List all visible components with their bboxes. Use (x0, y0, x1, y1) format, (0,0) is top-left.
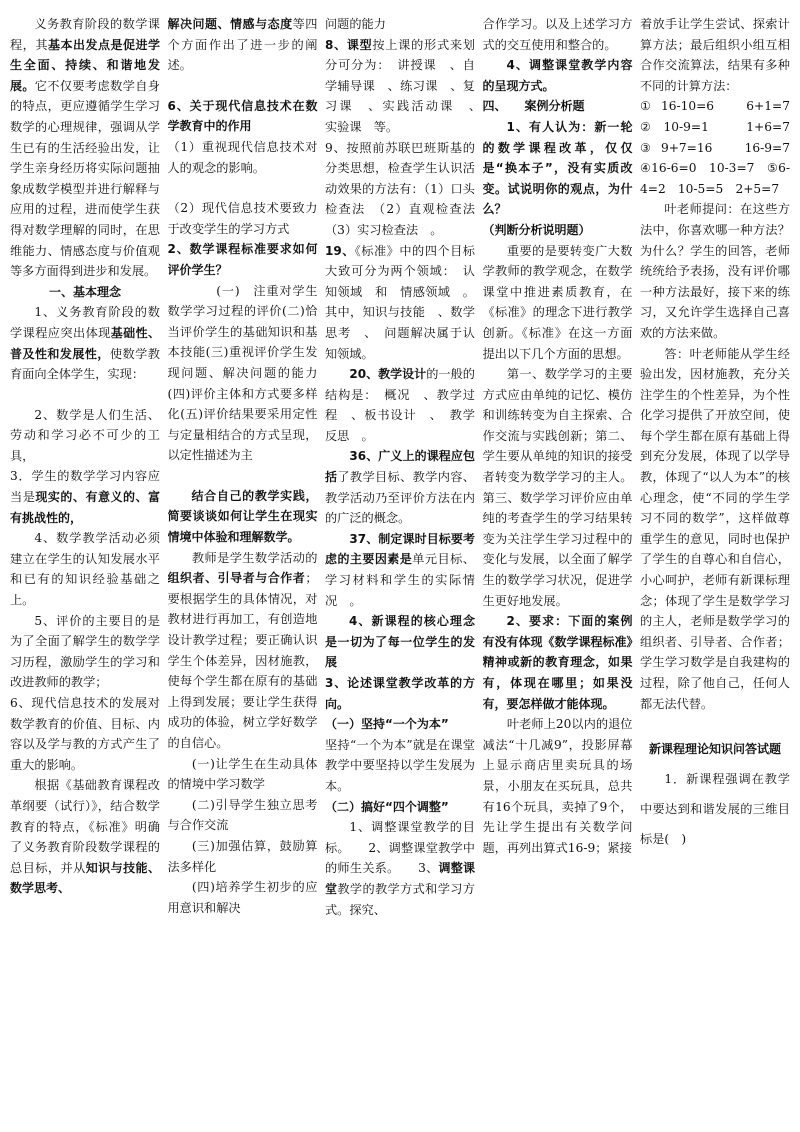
paragraph: 37、制定课时目标要考虑的主要因素是单元目标、学习材料和学生的实际情况 。 (325, 531, 475, 608)
section-heading: （二）搞好“四个调整” (325, 799, 449, 814)
list-item: (一)让学生在生动具体的情境中学习数学 (167, 756, 318, 792)
paragraph: 解决问题、情感与态度等四个方面作出了进一步的阐述。 (167, 17, 318, 73)
paragraph: (一) 注重对学生数学学习过程的评价(二)恰当评价学生的基础知识和基本技能(三)重视评价学生发现问题、解决问题的能力 (四)评价主体和方式要多样化(五)评价结果要采用定性与定量相结合的方式呈现，以定性描述为主 (167, 283, 318, 463)
column-1 (10, 14, 160, 1122)
list-item: (四)培养学生初步的应用意识和解决 (167, 880, 318, 915)
paragraph: 1．新课程强调在教学中要达到和谐发展的三维目标是( ) (640, 772, 790, 847)
paragraph: 第一、数学学习的主要方式应由单纯的记忆、模仿和训练转变为自主探索、合作交流与实践创新；第二、学生要从单纯的知识的接受者转变为数学学习的主人。第三、数学学习评价应由单纯的考查学生的学习结果转变为关注学生学习过程中的变化与发展，以全面了解学生的数学学习状况，促进学生更好地发展。 (482, 367, 633, 608)
paragraph: 教师是学生数学活动的组织者、引导者与合作者；要根据学生的具体情况，对教材进行再加工，有创造地设计教学过程；要正确认识学生个体差异，因材施教，使每个学生都在原有的基础上得到发展；要让学生获得成功的体验，树立学好数学的自信心。 (167, 550, 318, 750)
paragraph: 答：叶老师能从学生经验出发，因材施教，充分关注学生的个性差异，为个性化学习提供了开放空间，使每个学生都在原有基础上得到充分发展，体现了以学导教，体现了“以人为本”的核心理念，使“不同的学生学习不同的数学”，这样做尊重学生的意见，同时也保护了学生的自尊心和自信心，小心呵护，老师有新课标理念；体现了学生是数学学习的主人，老师是数学学习的组织者、引导者、合作者；学生学习数学是自我建构的过程，除了他自己，任何人都无法代替。 (640, 346, 790, 711)
paragraph: 问题的能力 (325, 17, 386, 31)
section-heading: 2、要求：下面的案例有没有体现《数学课程标准》精神或新的教育理念，如果有，体现在哪里；如果没有，要怎样做才能体现。 (482, 614, 633, 711)
section-heading: 4、新课程的核心理念是一切为了每一位学生的发展 (325, 614, 475, 670)
paragraph: 叶老师上20以内的退位减法“十几减9”，投影屏幕上显示商店里卖玩具的场景，小朋友在买玩具，总共有16个玩具，卖掉了9个，先让学生提出有关数学问题，再列出算式16-9；紧接 (482, 717, 633, 855)
paragraph: 重要的是要转变广大数学教师的教学观念，在数学课堂中推进素质教育，在《标准》的理念下进行教学创新。《标准》在这一方面提出以下几个方面的思想。 (482, 243, 633, 361)
section-heading: （判断分析说明题） (482, 222, 591, 237)
section-heading: 新课程理论知识问答试题 (648, 742, 781, 757)
paragraph: 9、按照前苏联巴班斯基的分类思想，检查学生认识活动效果的方法有：（1）口头检查法 （2）直观检查法 （3）实习检查法 。 (325, 140, 475, 237)
column-2 (168, 14, 318, 1122)
section-heading: （一）坚持“一个为本” (325, 717, 449, 732)
paragraph: 5、评价的主要目的是为了全面了解学生的数学学习历程，激励学生的学习和改进教师的教学； (10, 613, 160, 690)
column-3 (325, 14, 475, 1122)
section-heading: 2、数学课程标准要求如何评价学生？ (167, 242, 318, 277)
paragraph: 8、课型按上课的形式来划分可分为： 讲授课 、自学辅导课 、练习课 、复习课 、实践活动课 、 实验课 等。 (325, 37, 475, 134)
paragraph: 义务教育阶段的数学课程，其基本出发点是促进学生全面、持续、和谐地发展。它不仅要考虑数学自身的特点，更应遵循学生学习数学的心理规律，强调从学生已有的生活经验出发，让学生亲身经历将实际问题抽象成数学模型并进行解释与应用的过程，进而使学生获得对数学理解的同时，在思维能力、情感态度与价值观等多方面得到进步和发展。 (10, 17, 160, 279)
paragraph: 1、义务教育阶段的数学课程应突出体现基础性、普及性和发展性，使数学教育面向全体学生，实现： (10, 305, 160, 382)
paragraph: 19、《标准》中的四个目标大致可分为两个领域： 认知领域 和 情感领域 。其中，知识与技能 、数学思考 、 问题解决属于认知领域。 (325, 243, 475, 361)
paragraph: 6、现代信息技术的发展对数学教育的价值、目标、内容以及学与教的方式产生了重大的影响。 (10, 696, 160, 772)
column-5 (640, 14, 790, 1122)
section-heading: 四、 案例分析题 (482, 99, 585, 114)
paragraph: 根据《基础教育课程改革纲要（试行）》，结合数学教育的特点，《标准》明确了义务教育阶段数学课程的总目标，并从知识与技能、数学思考、 (10, 778, 160, 896)
list-item: (二)引导学生独立思考与合作交流 (167, 797, 318, 833)
paragraph: 叶老师提问：在这些方法中，你喜欢哪一种方法？为什么？学生的回答，老师统统给予表扬，没有评价哪一种方法最好，接下来的练习，又允许学生选择自己喜欢的方法来做。 (640, 202, 790, 340)
paragraph: 1、调整课堂教学的目标。 2、调整课堂教学中的师生关系。 3、调整课堂教学的教学方式和学习方式。探究、 (325, 820, 475, 917)
paragraph: 着放手让学生尝试、探索计算方法；最后组织小组互相合作交流算法，结果有多种不同的计算方法： (640, 17, 790, 93)
section-heading: 1、有人认为：新一轮的数学课程改革，仅仅是“换本子”，没有实质改变。试说明你的观点，为什么？ (482, 119, 633, 217)
paragraph: ①16-10=6 6+1=7 ②10-9=1 1+6=7 ③9+7=16 16-9=7 ④16-6=0 10-3=7 ⑤6-4=2 10-5=5 2+5=7 (640, 99, 790, 196)
list-item: (三)加强估算，鼓励算法多样化 (167, 838, 318, 874)
paragraph: 36、广义上的课程应包括了教学目标、教学内容、教学活动乃至评价方法在内 的广泛的概念。 (325, 449, 475, 526)
column-4 (483, 14, 633, 1122)
section-heading: 一、基本理念 (48, 284, 121, 299)
paragraph: 4、数学教学活动必须建立在学生的认知发展水平和已有的知识经验基础之上。 (10, 531, 160, 608)
paragraph: 3．学生的数学学习内容应当是现实的、有意义的、富有挑战性的， (10, 469, 160, 525)
paragraph: 20、教学设计的一般的结构是： 概况 、教学过程 、板书设计 、 教学反思 。 (325, 367, 475, 443)
paragraph: 坚持“一个为本”就是在课堂教学中要坚持以学生发展为本。 (325, 737, 475, 793)
section-heading: 3、论述课堂教学改革的方向。 (325, 676, 475, 711)
paragraph: 2、数学是人们生活、劳动和学习必不可少的工具， (10, 407, 160, 463)
paragraph: （1）重视现代信息技术对人的观念的影响。 (167, 139, 318, 175)
section-heading: 4、调整课堂教学内容的呈现方式。 (482, 58, 633, 93)
section-heading: 结合自己的教学实践，简要谈谈如何让学生在现实情境中体验和理解数学。 (167, 488, 318, 545)
section-heading: 6、关于现代信息技术在数学教育中的作用 (167, 98, 318, 134)
paragraph: 合作学习。以及上述学习方式的交互使用和整合的。 (482, 17, 633, 52)
paragraph: （2）现代信息技术要致力于改变学生的学习方式 (167, 201, 318, 236)
